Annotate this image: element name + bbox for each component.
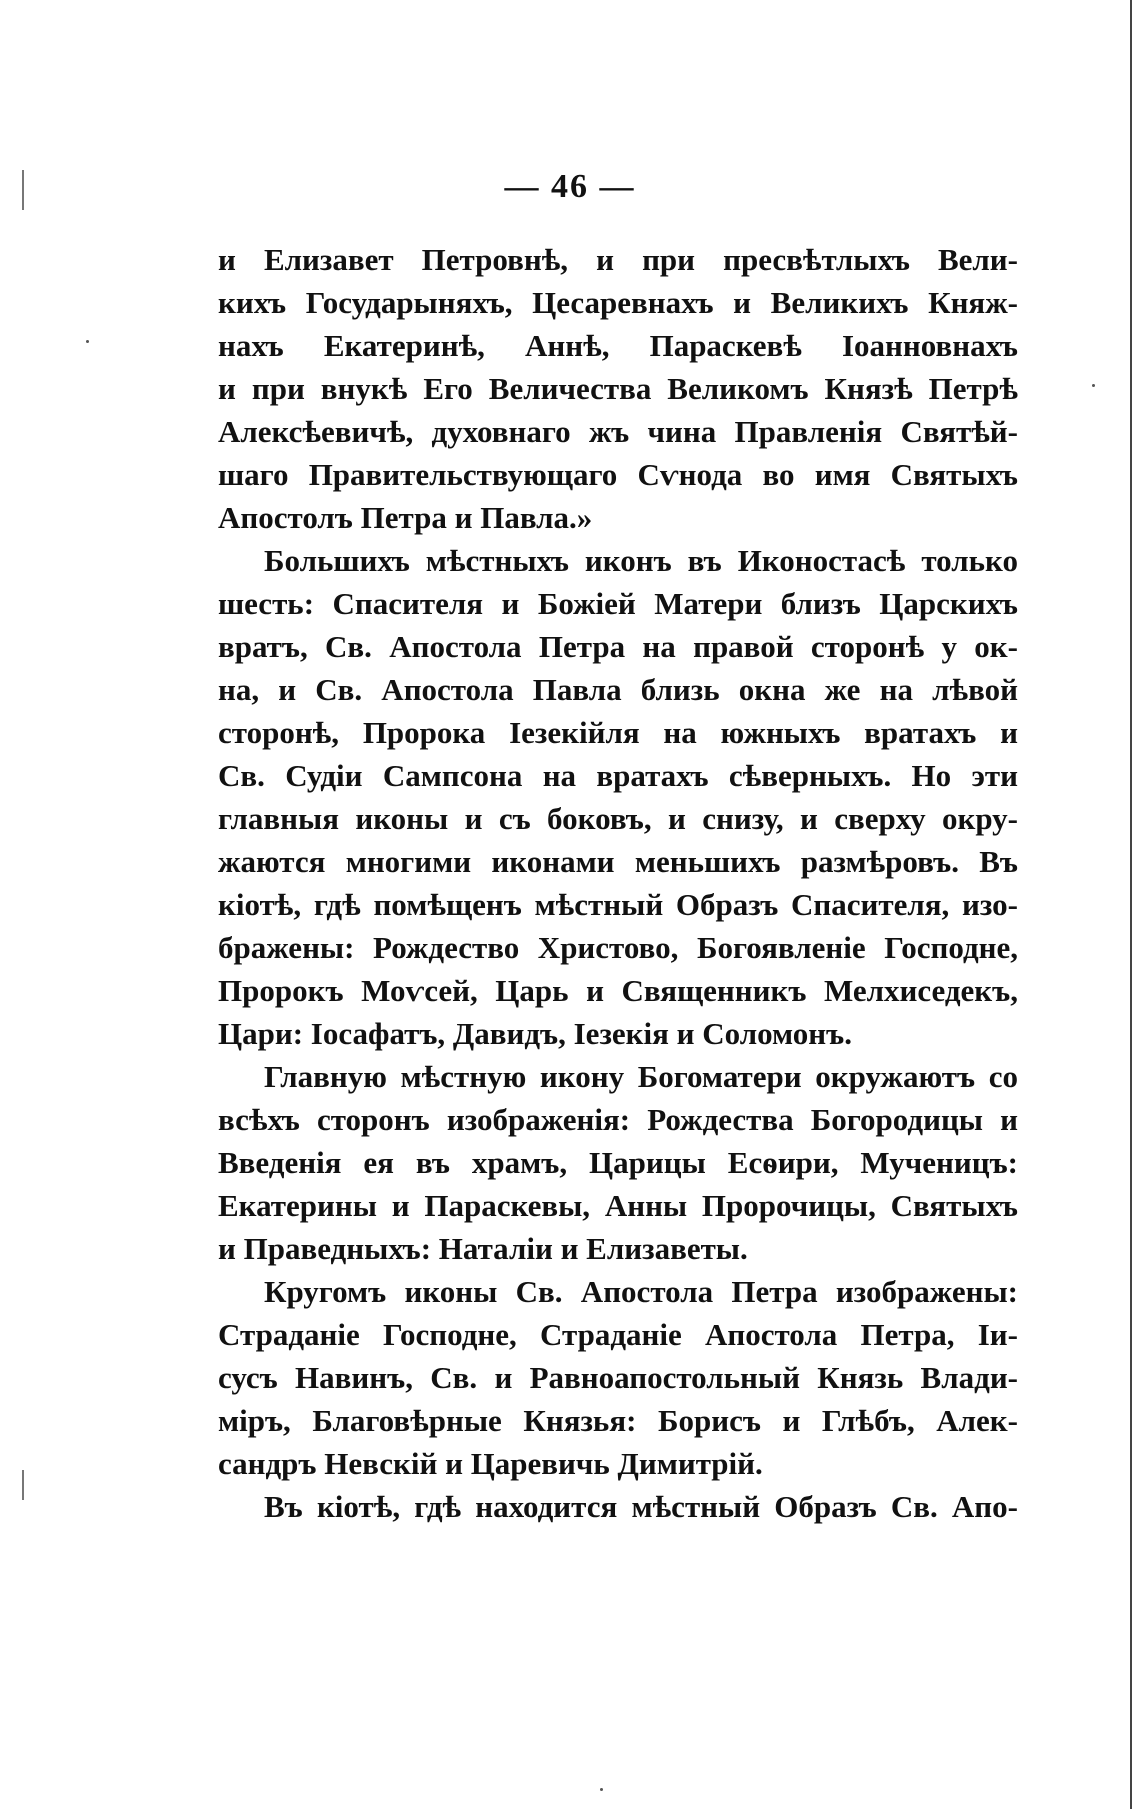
text-line: кіотѣ, гдѣ помѣщенъ мѣстный Образъ Спасителя, изо- [218, 887, 1018, 922]
paragraph [218, 539, 1018, 1055]
text-line: шаго Правительствующаго Сѵнода во имя Святыхъ [218, 457, 1018, 492]
text-line: Главную мѣстную икону Богоматери окружаютъ со [264, 1059, 1018, 1094]
text-line: сторонѣ, Пророка Іезекійля на южныхъ вратахъ и [218, 715, 1018, 750]
text-line: шесть: Спасителя и Божіей Матери близъ Царскихъ [218, 586, 1018, 621]
text-line: главныя иконы и съ боковъ, и снизу, и сверху окру- [218, 801, 1018, 836]
text-line: Страданіе Господне, Страданіе Апостола Петра, Іи- [218, 1317, 1018, 1352]
text-line: бражены: Рождество Христово, Богоявленіе Господне, [218, 930, 1018, 965]
paragraph [218, 1485, 1018, 1528]
text-line: и Праведныхъ: Наталіи и Елизаветы. [218, 1231, 748, 1266]
margin-speck [1092, 384, 1095, 387]
text-line: нахъ Екатеринѣ, Аннѣ, Параскевѣ Іоанновнахъ [218, 328, 1018, 363]
text-line: Св. Судіи Сампсона на вратахъ сѣверныхъ. Но эти [218, 758, 1018, 793]
paragraph [218, 238, 1018, 539]
text-line: міръ, Благовѣрные Князья: Борисъ и Глѣбъ, Алек- [218, 1403, 1018, 1438]
paragraph [218, 1055, 1018, 1270]
text-line: и при внукѣ Его Величества Великомъ Князѣ Петрѣ [218, 371, 1018, 406]
text-line: вратъ, Св. Апостола Петра на правой сторонѣ у ок- [218, 629, 1018, 664]
text-line: кихъ Государыняхъ, Цесаревнахъ и Великихъ Княж- [218, 285, 1018, 320]
margin-speck [86, 340, 89, 343]
page-edge-rule [1130, 0, 1132, 1809]
text-line: Екатерины и Параскевы, Анны Пророчицы, Святыхъ [218, 1188, 1018, 1223]
text-line: и Елизавет Петровнѣ, и при пресвѣтлыхъ Вели- [218, 242, 1018, 277]
text-line: Кругомъ иконы Св. Апостола Петра изображены: [264, 1274, 1018, 1309]
text-line: Пророкъ Моѵсей, Царь и Священникъ Мелхиседекъ, [218, 973, 1018, 1008]
text-line: сандръ Невскій и Царевичь Димитрій. [218, 1446, 763, 1481]
text-line: Алексѣевичѣ, духовнаго жъ чина Правленія Святѣй- [218, 414, 1018, 449]
text-line: Въ кіотѣ, гдѣ находится мѣстный Образъ Св. Апо- [264, 1489, 1018, 1524]
text-line: Апостолъ Петра и Павла.» [218, 500, 593, 535]
paragraph [218, 1270, 1018, 1485]
text-line: сусъ Навинъ, Св. и Равноапостольный Князь Влади- [218, 1360, 1018, 1395]
text-line: Введенія ея въ храмъ, Царицы Есѳири, Мученицъ: [218, 1145, 1018, 1180]
margin-speck [600, 1788, 603, 1791]
text-line: Большихъ мѣстныхъ иконъ въ Иконостасѣ только [264, 543, 1018, 578]
text-line: Цари: Іосафатъ, Давидъ, Іезекія и Соломонъ. [218, 1016, 852, 1051]
text-line: на, и Св. Апостола Павла близь окна же на лѣвой [218, 672, 1018, 707]
page-number: — 46 — [504, 168, 636, 205]
text-line: жаются многими иконами меньшихъ размѣровъ. Въ [218, 844, 1018, 879]
left-margin-mark [22, 1470, 24, 1500]
text-line: всѣхъ сторонъ изображенія: Рождества Богородицы и [218, 1102, 1018, 1137]
body-text [218, 238, 1018, 1528]
